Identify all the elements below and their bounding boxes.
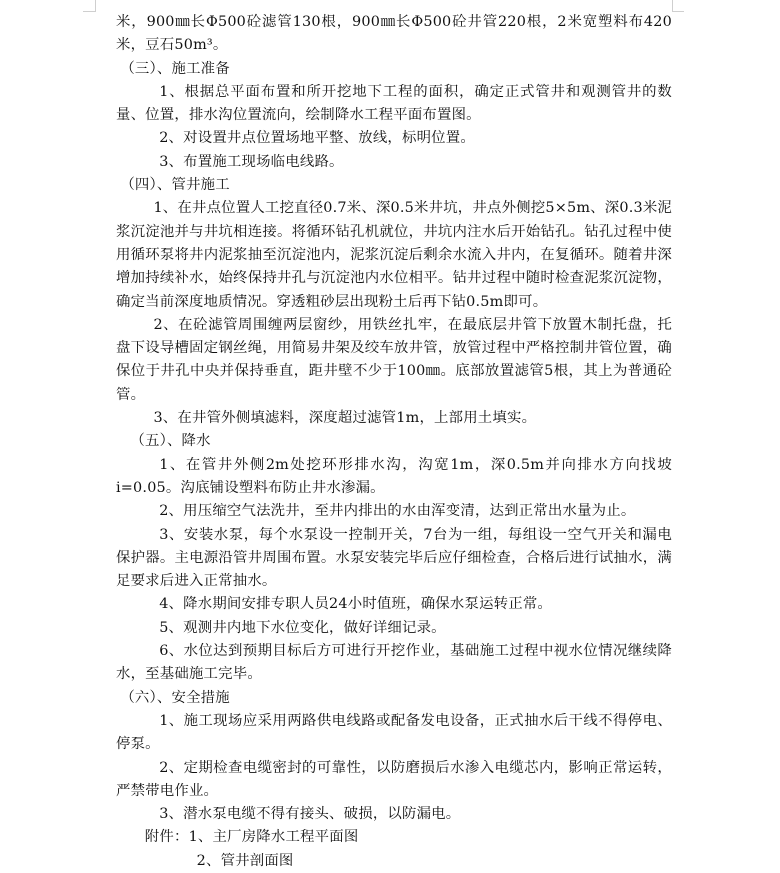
- paragraph: 1、根据总平面布置和所开挖地下工程的面积，确定正式管井和观测管井的数量、位置，排水沟位置流向，绘制降水工程平面布置图。: [116, 83, 672, 124]
- paragraph: 1、在管井外侧2m处挖环形排水沟，沟宽1m，深0.5m并向排水方向找坡i=0.05。沟底铺设塑料布防止井水渗漏。: [116, 456, 672, 496]
- paragraph: 3、潜水泵电缆不得有接头、破损，以防漏电。: [159, 806, 461, 823]
- paragraph: 3、安装水泵，每个水泵设一控制开关，7台为一组，每组设一空气开关和漏电保护器。主电源沿管井周围布置。水泵安装完毕后应仔细检查，合格后进行试抽水，满足要求后进入正常抽水。: [116, 526, 672, 590]
- document-body: [116, 11, 672, 873]
- paragraph: 1、在井点位置人工挖直径0.7米、深0.5米井坑，井点外侧挖5×5m、深0.3米泥浆沉淀池并与井坑相连接。将循环钻孔机就位，井坑内注水后开始钻孔。钻孔过程中使用循环泵将井内泥浆抽至沉淀池内，泥浆沉淀后剩余水流入井内，在复循环。随着井深增加持续补水，始终保持井孔与沉淀池内水位相平。钻井过程中随时检查泥浆沉淀物，确定当前深度地质情况。穿透粗砂层出现粉土后再下钻0.5m即可。: [116, 200, 673, 310]
- paragraph: 3、布置施工现场临电线路。: [159, 153, 344, 170]
- section-heading-3: （三）、施工准备: [120, 60, 230, 77]
- paragraph: 2、对设置井点位置场地平整、放线，标明位置。: [159, 130, 475, 147]
- paragraph: 6、水位达到预期目标后方可进行开挖作业，基础施工过程中视水位情况继续降水，至基础施工完毕。: [116, 643, 672, 683]
- paragraph: 2、定期检查电缆密封的可靠性，以防磨损后水渗入电缆芯内，影响正常运转，严禁带电作业。: [116, 759, 672, 799]
- paragraph-intro: 米，900㎜长Φ500砼滤管130根，900㎜长Φ500砼井管220根，2米宽塑料布420米，豆石50m³。: [116, 14, 672, 54]
- paragraph: 4、降水期间安排专职人员24小时值班，确保水泵运转正常。: [159, 596, 553, 613]
- paragraph: 5、观测井内地下水位变化，做好详细记录。: [159, 619, 446, 636]
- attachment-line: 2、管井剖面图: [196, 852, 294, 869]
- corner-mark-left: [95, 0, 96, 12]
- section-heading-6: （六）、安全措施: [120, 689, 230, 706]
- paragraph: 3、在井管外侧填滤料，深度超过滤管1m，上部用土填实。: [153, 410, 537, 427]
- paragraph: 2、在砼滤管周围缠两层窗纱，用铁丝扎牢，在最底层井管下放置木制托盘，托盘下设导槽固定钢丝绳，用简易井架及绞车放井管，放管过程中严格控制井管位置，确保位于井孔中央并保持垂直，距井壁不少于100㎜。底部放置滤管5根，其上为普通砼管。: [116, 316, 672, 403]
- paragraph: 1、施工现场应采用两路供电线路或配备发电设备，正式抽水后干线不得停电、停泵。: [116, 712, 672, 753]
- section-heading-5: （五）、降水: [130, 433, 211, 450]
- attachment-line: 附件：1、主厂房降水工程平面图: [144, 829, 359, 846]
- section-heading-4: （四）、管井施工: [120, 177, 230, 194]
- paragraph: 2、用压缩空气法洗井，至井内排出的水由浑变清，达到正常出水量为止。: [159, 503, 636, 520]
- corner-mark-right: [672, 0, 673, 12]
